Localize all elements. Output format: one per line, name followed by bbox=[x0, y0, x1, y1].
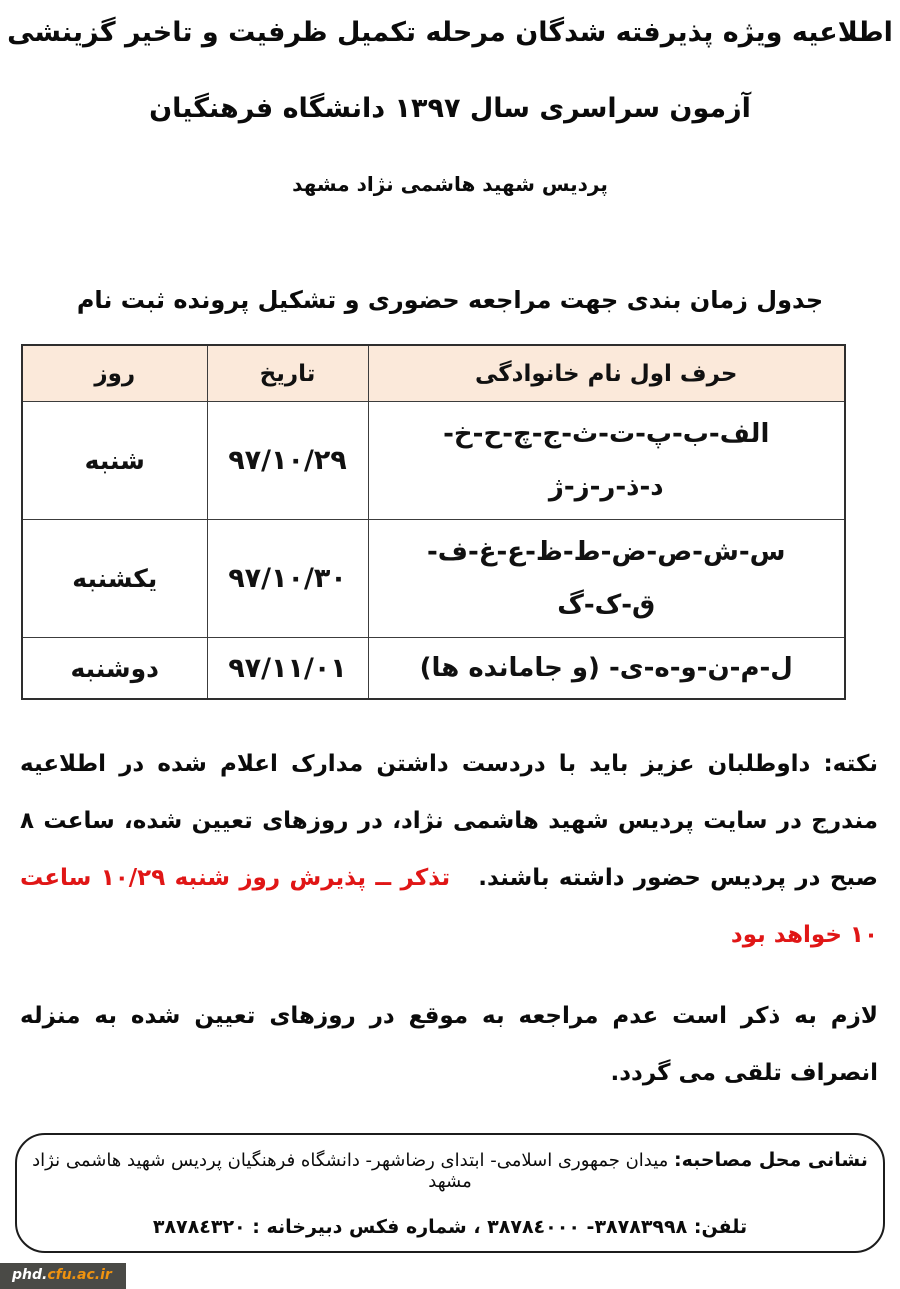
letters-line: ل-م-ن-و-ه-ی- (و جامانده ها) bbox=[419, 652, 793, 683]
letters-line: س-ش-ص-ض-ط-ظ-ع-غ-ف- bbox=[426, 536, 786, 567]
watermark-prefix: phd. bbox=[12, 1267, 48, 1283]
letters-cell bbox=[368, 638, 845, 700]
interview-address-line bbox=[17, 1149, 883, 1192]
note-paragraph bbox=[20, 736, 878, 964]
page-title-line1: اطلاعیه ویژه پذیرفته شدگان مرحله تکمیل ظرفیت و تاخیر گزینشی bbox=[7, 17, 893, 48]
note-warning-text: تذکر ــ پذیرش روز شنبه ۱۰/۲۹ ساعت ۱۰ خواهد بود bbox=[20, 865, 878, 948]
table-row bbox=[22, 402, 845, 520]
date-cell: ۹۷/۱۱/۰۱ bbox=[207, 638, 368, 700]
table-row bbox=[22, 638, 845, 700]
date-cell: ۹۷/۱۰/۲۹ bbox=[207, 402, 368, 520]
campus-subtitle: پردیس شهید هاشمی نژاد مشهد bbox=[292, 172, 608, 196]
page-title-line2: آزمون سراسری سال ۱۳۹۷ دانشگاه فرهنگیان bbox=[149, 93, 751, 124]
letters-cell bbox=[368, 402, 845, 520]
column-header-day: روز bbox=[22, 345, 207, 402]
table-row bbox=[22, 520, 845, 638]
letters-line: ق-ک-گ bbox=[557, 589, 656, 620]
contact-info-box bbox=[15, 1133, 885, 1253]
phone-fax-line: تلفن: ۳۸۷۸۳۹۹۸- ۳۸۷۸٤۰۰۰ ، شماره فکس دبیرخانه : ۳۸۷۸٤۳۲۰ bbox=[152, 1215, 748, 1238]
site-watermark bbox=[0, 1263, 126, 1289]
schedule-table bbox=[21, 344, 846, 700]
letters-cell bbox=[368, 520, 845, 638]
day-cell: شنبه bbox=[22, 402, 207, 520]
date-cell: ۹۷/۱۰/۳۰ bbox=[207, 520, 368, 638]
day-cell: دوشنبه bbox=[22, 638, 207, 700]
letters-line: د-ذ-ر-ز-ژ bbox=[548, 471, 664, 502]
day-cell: یکشنبه bbox=[22, 520, 207, 638]
watermark-domain: cfu.ac.ir bbox=[47, 1267, 112, 1283]
schedule-header-row bbox=[22, 345, 845, 402]
address-text: میدان جمهوری اسلامی- ابتدای رضاشهر- دانشگاه فرهنگیان پردیس شهید هاشمی نژاد مشهد bbox=[32, 1149, 675, 1192]
note-secondary-paragraph: لازم به ذکر است عدم مراجعه به موقع در روزهای تعیین شده به منزله انصراف تلقی می گردد. bbox=[20, 1003, 878, 1086]
letters-line: الف-ب-پ-ت-ث-ج-چ-ح-خ- bbox=[443, 418, 770, 449]
column-header-date: تاریخ bbox=[207, 345, 368, 402]
address-label: نشانی محل مصاحبه: bbox=[674, 1148, 868, 1171]
schedule-caption: جدول زمان بندی جهت مراجعه حضوری و تشکیل پرونده ثبت نام bbox=[76, 286, 824, 314]
note-main-text: نکته: داوطلبان عزیز باید با دردست داشتن مدارک اعلام شده در اطلاعیه مندرج در سایت پردیس شهید هاشمی نژاد، در روزهای تعیین شده، ساعت ۸ صبح در پردیس حضور داشته باشند. bbox=[20, 751, 879, 891]
column-header-letters: حرف اول نام خانوادگی bbox=[368, 345, 845, 402]
